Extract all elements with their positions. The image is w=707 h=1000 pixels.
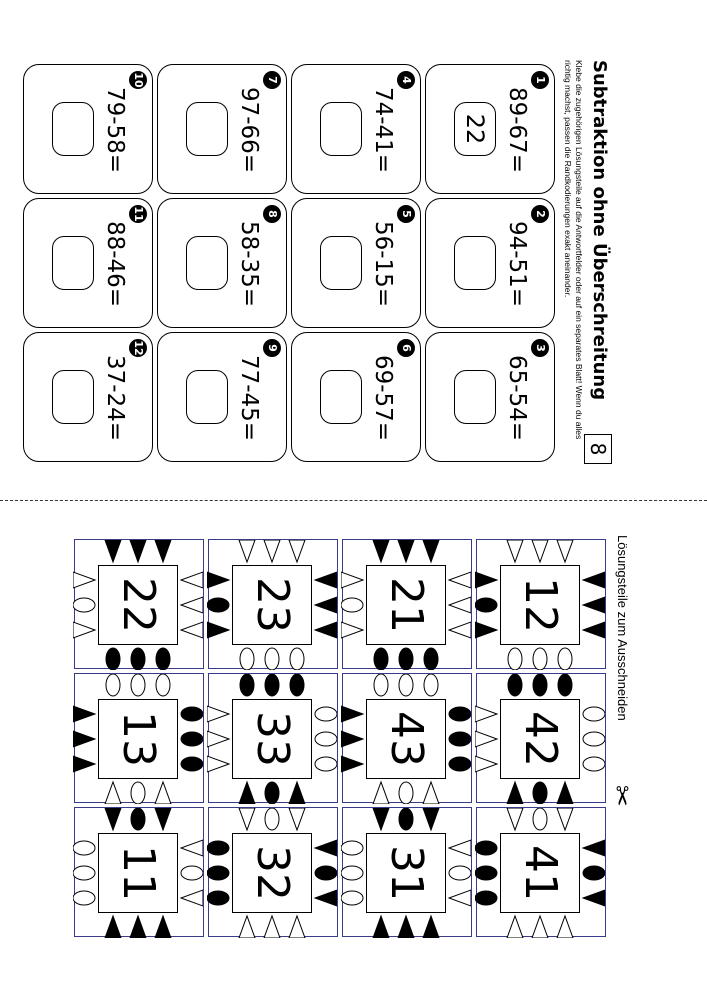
task-card [425, 64, 555, 194]
task-equation: 74-41= [370, 86, 396, 174]
edge-code-mark [583, 622, 605, 638]
task-equation: 58-35= [236, 220, 262, 308]
piece-number: 12 [500, 565, 580, 645]
edge-code-mark [265, 808, 279, 830]
edge-code-mark [265, 674, 279, 696]
edge-code-mark [398, 916, 414, 938]
edge-code-mark [207, 572, 229, 588]
edge-code-mark [507, 808, 523, 830]
edge-code-mark [558, 648, 572, 670]
edge-code-mark [373, 916, 389, 938]
edge-code-mark [289, 916, 305, 938]
edge-code-mark [289, 540, 305, 562]
edge-code-mark [315, 757, 337, 771]
piece-number: 31 [366, 833, 446, 913]
edge-code-mark [399, 648, 413, 670]
edge-code-mark [373, 782, 389, 804]
worksheet-content [50, 60, 610, 470]
edge-code-mark [239, 540, 255, 562]
edge-code-mark [557, 808, 573, 830]
task-number-badge: 5 [397, 205, 415, 223]
edge-code-mark [315, 622, 337, 638]
edge-code-mark [341, 756, 363, 772]
answer-field[interactable] [320, 236, 362, 290]
edge-code-mark [131, 808, 145, 830]
edge-code-mark [341, 572, 363, 588]
edge-code-mark [507, 916, 523, 938]
edge-code-mark [533, 782, 547, 804]
solution-pieces-section [50, 535, 636, 940]
edge-code-mark [475, 706, 497, 722]
answer-field[interactable]: 22 [454, 102, 496, 156]
edge-code-mark [207, 866, 229, 880]
edge-code-mark [399, 674, 413, 696]
edge-code-mark [315, 597, 337, 613]
answer-field[interactable] [186, 236, 228, 290]
edge-code-mark [155, 916, 171, 938]
edge-code-mark [181, 732, 203, 746]
edge-code-mark [207, 891, 229, 905]
edge-code-mark [532, 540, 548, 562]
edge-code-mark [475, 622, 497, 638]
edge-code-mark [475, 598, 497, 612]
edge-code-mark [449, 707, 471, 721]
solution-piece[interactable] [342, 807, 472, 937]
edge-code-mark [155, 782, 171, 804]
edge-code-mark [289, 782, 305, 804]
edge-code-mark [533, 674, 547, 696]
edge-code-mark [532, 916, 548, 938]
piece-number: 13 [98, 699, 178, 779]
edge-code-mark [583, 866, 605, 880]
edge-code-mark [507, 782, 523, 804]
task-number-badge: 12 [129, 339, 147, 357]
answer-field[interactable] [52, 102, 94, 156]
edge-code-mark [265, 782, 279, 804]
edge-code-mark [558, 674, 572, 696]
answer-field[interactable] [52, 370, 94, 424]
task-number-badge: 4 [397, 71, 415, 89]
edge-code-mark [181, 866, 203, 880]
edge-code-mark [240, 648, 254, 670]
edge-code-mark [533, 808, 547, 830]
task-equation: 65-54= [504, 354, 530, 442]
edge-code-mark [424, 674, 438, 696]
solution-piece[interactable] [476, 807, 606, 937]
edge-code-mark [73, 706, 95, 722]
edge-code-mark [449, 890, 471, 906]
task-number-badge: 9 [263, 339, 281, 357]
edge-code-mark [557, 916, 573, 938]
edge-code-mark [105, 540, 121, 562]
edge-code-mark [315, 732, 337, 746]
edge-code-mark [73, 866, 95, 880]
edge-code-mark [583, 757, 605, 771]
edge-code-mark [423, 916, 439, 938]
task-number-badge: 10 [129, 71, 147, 89]
edge-code-mark [583, 840, 605, 856]
edge-code-mark [374, 648, 388, 670]
task-card [157, 198, 287, 328]
task-card [23, 332, 153, 462]
edge-code-mark [181, 597, 203, 613]
solution-piece[interactable] [74, 539, 204, 669]
edge-code-mark [264, 916, 280, 938]
solution-piece[interactable] [342, 539, 472, 669]
edge-code-mark [557, 540, 573, 562]
edge-code-mark [449, 622, 471, 638]
edge-code-mark [449, 597, 471, 613]
piece-number: 23 [232, 565, 312, 645]
task-card [157, 64, 287, 194]
edge-code-mark [105, 808, 121, 830]
edge-code-mark [449, 866, 471, 880]
edge-code-mark [475, 891, 497, 905]
piece-number: 11 [98, 833, 178, 913]
edge-code-mark [399, 782, 413, 804]
edge-code-mark [475, 731, 497, 747]
edge-code-mark [155, 540, 171, 562]
edge-code-mark [105, 782, 121, 804]
edge-code-mark [290, 674, 304, 696]
edge-code-mark [130, 540, 146, 562]
piece-number: 21 [366, 565, 446, 645]
piece-number: 42 [500, 699, 580, 779]
edge-code-mark [508, 674, 522, 696]
edge-code-mark [264, 540, 280, 562]
edge-code-mark [315, 840, 337, 856]
edge-code-mark [181, 572, 203, 588]
piece-number: 32 [232, 833, 312, 913]
task-number-badge: 3 [531, 339, 549, 357]
task-card [291, 198, 421, 328]
edge-code-mark [73, 598, 95, 612]
edge-code-mark [181, 622, 203, 638]
edge-code-mark [106, 674, 120, 696]
piece-number: 43 [366, 699, 446, 779]
solution-piece[interactable] [476, 673, 606, 803]
edge-code-mark [181, 757, 203, 771]
edge-code-mark [315, 890, 337, 906]
edge-code-mark [106, 648, 120, 670]
edge-code-mark [449, 732, 471, 746]
edge-code-mark [265, 648, 279, 670]
solution-pieces-content [50, 535, 636, 940]
task-number-badge: 8 [263, 205, 281, 223]
task-equation: 97-66= [236, 86, 262, 174]
edge-code-mark [131, 674, 145, 696]
edge-code-mark [156, 674, 170, 696]
edge-code-mark [341, 731, 363, 747]
edge-code-mark [341, 891, 363, 905]
edge-code-mark [315, 707, 337, 721]
solution-piece[interactable] [74, 807, 204, 937]
edge-code-mark [449, 572, 471, 588]
instructions-text: Klebe die zugehörigen Lösungsteile auf die Antwortfelder oder auf ein separates Blatt! Wenn du alles richtig machst, passen die Randkodierungen exakt aneinander. [563, 60, 584, 440]
edge-code-mark [341, 622, 363, 638]
task-card [157, 332, 287, 462]
answer-field[interactable] [186, 102, 228, 156]
edge-code-mark [399, 808, 413, 830]
page-number: 8 [584, 434, 612, 464]
solution-piece[interactable] [208, 807, 338, 937]
edge-code-mark [583, 732, 605, 746]
edge-code-mark [156, 648, 170, 670]
task-number-badge: 7 [263, 71, 281, 89]
edge-code-mark [207, 841, 229, 855]
solution-piece[interactable] [208, 539, 338, 669]
edge-code-mark [105, 916, 121, 938]
edge-code-mark [449, 757, 471, 771]
edge-code-mark [239, 916, 255, 938]
task-equation: 89-67= [504, 86, 530, 174]
edge-code-mark [207, 706, 229, 722]
piece-number: 22 [98, 565, 178, 645]
edge-code-mark [207, 598, 229, 612]
edge-code-mark [289, 808, 305, 830]
answer-field[interactable] [186, 370, 228, 424]
edge-code-mark [240, 674, 254, 696]
worksheet [50, 60, 610, 470]
task-number-badge: 11 [129, 205, 147, 223]
task-equation: 37-24= [102, 354, 128, 442]
edge-code-mark [73, 841, 95, 855]
edge-code-mark [449, 840, 471, 856]
edge-code-mark [583, 890, 605, 906]
pieces-title: Lösungsteile zum Ausschneiden [615, 535, 630, 721]
solution-piece[interactable] [342, 673, 472, 803]
edge-code-mark [239, 782, 255, 804]
task-number-badge: 6 [397, 339, 415, 357]
edge-code-mark [475, 841, 497, 855]
edge-code-mark [207, 756, 229, 772]
edge-code-mark [583, 572, 605, 588]
edge-code-mark [239, 808, 255, 830]
edge-code-mark [398, 540, 414, 562]
task-equation: 88-46= [102, 220, 128, 308]
task-number-badge: 2 [531, 205, 549, 223]
edge-code-mark [475, 756, 497, 772]
edge-code-mark [315, 572, 337, 588]
edge-code-mark [207, 731, 229, 747]
edge-code-mark [315, 866, 337, 880]
edge-code-mark [557, 782, 573, 804]
task-card [291, 64, 421, 194]
piece-number: 33 [232, 699, 312, 779]
edge-code-mark [373, 808, 389, 830]
edge-code-mark [131, 648, 145, 670]
task-number-badge: 1 [531, 71, 549, 89]
edge-code-mark [207, 622, 229, 638]
edge-code-mark [130, 916, 146, 938]
answer-field[interactable] [454, 370, 496, 424]
edge-code-mark [73, 731, 95, 747]
edge-code-mark [341, 598, 363, 612]
edge-code-mark [181, 707, 203, 721]
edge-code-mark [533, 648, 547, 670]
edge-code-mark [424, 648, 438, 670]
task-card [23, 198, 153, 328]
answer-field[interactable] [454, 236, 496, 290]
edge-code-mark [73, 622, 95, 638]
solution-piece[interactable] [208, 673, 338, 803]
edge-code-mark [73, 891, 95, 905]
task-equation: 94-51= [504, 220, 530, 308]
edge-code-mark [475, 866, 497, 880]
edge-code-mark [475, 572, 497, 588]
edge-code-mark [583, 707, 605, 721]
edge-code-mark [181, 890, 203, 906]
edge-code-mark [374, 674, 388, 696]
scissors-icon: ✂ [606, 785, 636, 807]
solution-piece[interactable] [476, 539, 606, 669]
edge-code-mark [290, 648, 304, 670]
edge-code-mark [508, 648, 522, 670]
edge-code-mark [583, 597, 605, 613]
edge-code-mark [341, 841, 363, 855]
solution-piece[interactable] [74, 673, 204, 803]
worksheet-title: Subtraktion ohne Überschreitung [589, 60, 610, 401]
answer-field[interactable] [52, 236, 94, 290]
edge-code-mark [73, 572, 95, 588]
task-equation: 56-15= [370, 220, 396, 308]
piece-number: 41 [500, 833, 580, 913]
edge-code-mark [341, 866, 363, 880]
answer-field[interactable] [320, 370, 362, 424]
task-card [425, 198, 555, 328]
task-card [23, 64, 153, 194]
task-card [291, 332, 421, 462]
task-equation: 77-45= [236, 354, 262, 442]
task-equation: 79-58= [102, 86, 128, 174]
edge-code-mark [423, 540, 439, 562]
edge-code-mark [507, 540, 523, 562]
task-card [425, 332, 555, 462]
answer-field[interactable] [320, 102, 362, 156]
edge-code-mark [131, 782, 145, 804]
edge-code-mark [423, 808, 439, 830]
edge-code-mark [155, 808, 171, 830]
edge-code-mark [341, 706, 363, 722]
edge-code-mark [373, 540, 389, 562]
task-equation: 69-57= [370, 354, 396, 442]
edge-code-mark [423, 782, 439, 804]
edge-code-mark [73, 756, 95, 772]
edge-code-mark [181, 840, 203, 856]
cut-line [0, 500, 707, 501]
